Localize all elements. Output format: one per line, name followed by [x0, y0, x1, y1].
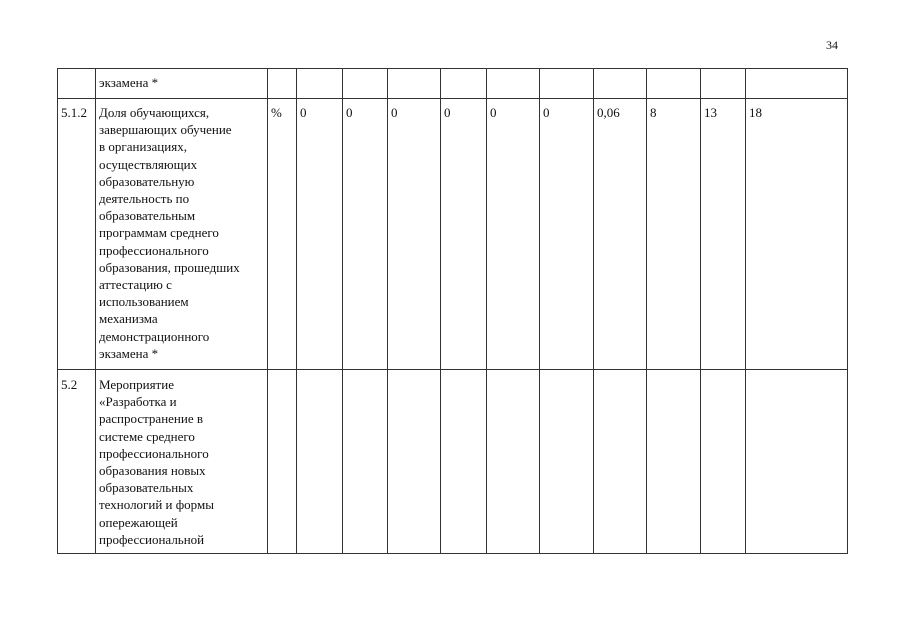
value-cell — [388, 370, 441, 554]
indicator-name-line: Доля обучающихся, — [99, 105, 210, 120]
indicator-name-line: экзамена * — [99, 345, 159, 361]
value-cell — [647, 370, 701, 554]
row-number-cell — [58, 69, 96, 99]
value-cell — [647, 69, 701, 99]
table-row — [58, 99, 848, 370]
value-cell — [441, 370, 487, 554]
value-cell — [701, 370, 746, 554]
indicator-name-cell — [96, 99, 268, 370]
value-cell: 0 — [388, 99, 441, 370]
value-cell — [746, 69, 848, 99]
value-cell: 0,06 — [594, 99, 647, 370]
value-cell: 18 — [746, 99, 848, 370]
indicator-name-line: осуществляющих — [99, 156, 198, 172]
indicator-name-line: программам среднего — [99, 225, 219, 241]
value-cell — [441, 69, 487, 99]
indicator-name-line: деятельность по — [99, 191, 190, 207]
value-cell — [487, 370, 540, 554]
value-cell — [297, 370, 343, 554]
indicator-name-line: экзамена * — [99, 75, 159, 90]
indicator-name-line: технологий и формы — [99, 497, 214, 513]
indicator-name-line: образовательным — [99, 208, 196, 224]
indicator-name-line: профессиональной — [99, 531, 205, 547]
value-cell: 13 — [701, 99, 746, 370]
indicator-name-line: образования новых — [99, 463, 206, 479]
value-cell — [746, 370, 848, 554]
value-cell: 0 — [297, 99, 343, 370]
indicator-name-line: образовательных — [99, 480, 194, 496]
unit-cell — [268, 370, 297, 554]
row-number-cell: 5.2 — [58, 370, 96, 554]
table-row — [58, 69, 848, 99]
indicator-name-line: демонстрационного — [99, 328, 210, 344]
table-row — [58, 370, 848, 554]
indicator-name-cell — [96, 69, 268, 99]
value-cell: 0 — [540, 99, 594, 370]
value-cell: 0 — [343, 99, 388, 370]
indicator-name-line: опережающей — [99, 514, 178, 530]
value-cell — [594, 69, 647, 99]
value-cell — [388, 69, 441, 99]
indicator-name-line: образовательную — [99, 173, 195, 189]
indicator-name-line: завершающих обучение — [99, 122, 232, 138]
indicator-name-line: механизма — [99, 311, 158, 327]
value-cell — [343, 69, 388, 99]
value-cell — [701, 69, 746, 99]
indicator-name-line: Мероприятие — [99, 377, 174, 392]
value-cell — [343, 370, 388, 554]
value-cell — [540, 69, 594, 99]
unit-cell — [268, 69, 297, 99]
value-cell — [540, 370, 594, 554]
indicator-name-line: «Разработка и — [99, 394, 177, 410]
page-number: 34 — [826, 38, 838, 52]
value-cell — [487, 69, 540, 99]
indicator-name-line: профессионального — [99, 445, 209, 461]
value-cell: 0 — [441, 99, 487, 370]
indicator-table — [57, 68, 848, 554]
value-cell — [297, 69, 343, 99]
row-number-cell: 5.1.2 — [58, 99, 96, 370]
indicator-name-line: системе среднего — [99, 428, 195, 444]
indicator-name-line: профессионального — [99, 242, 209, 258]
indicator-name-line: использованием — [99, 294, 189, 310]
indicator-name-line: распространение в — [99, 411, 203, 427]
value-cell: 8 — [647, 99, 701, 370]
indicator-name-line: образования, прошедших — [99, 259, 240, 275]
indicator-name-cell — [96, 370, 268, 554]
indicator-name-line: в организациях, — [99, 139, 187, 155]
value-cell: 0 — [487, 99, 540, 370]
unit-cell: % — [268, 99, 297, 370]
value-cell — [594, 370, 647, 554]
indicator-name-line: аттестацию с — [99, 277, 172, 293]
